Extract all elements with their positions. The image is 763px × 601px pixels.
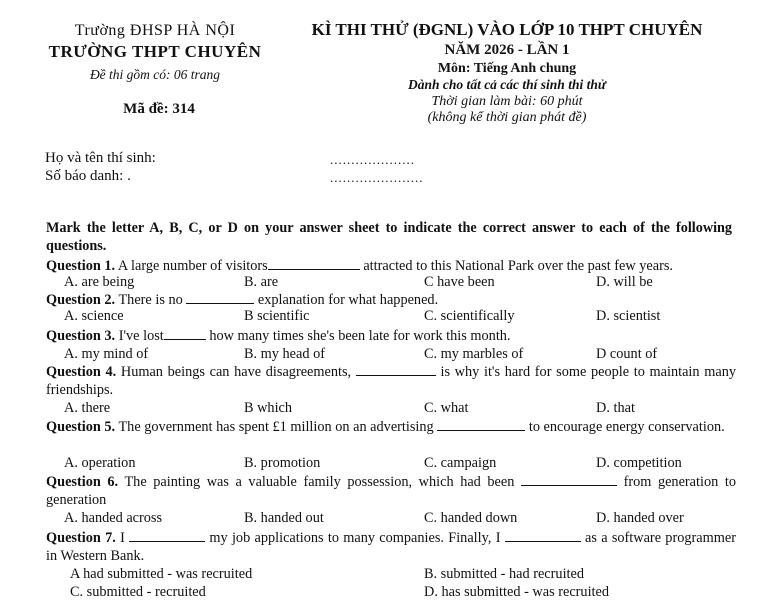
option-c: C. handed down [424, 510, 518, 526]
answer-blank [505, 529, 581, 542]
answer-blank [356, 363, 436, 376]
option-d: D. scientist [596, 308, 661, 324]
exam-time-note: (không kể thời gian phát đề) [427, 110, 587, 125]
option-a: A had submitted - was recruited [70, 566, 253, 582]
exam-year: NĂM 2026 - LẦN 1 [444, 42, 570, 58]
page-count: Đề thi gồm có: 06 trang [89, 67, 221, 82]
option-c: C have been [424, 274, 495, 290]
candidate-name-field[interactable]: .................... [330, 152, 415, 167]
option-d: D count of [596, 346, 658, 362]
question-3: Question 3. I've lost how many times she's been late for work this month. [46, 328, 511, 344]
question-1: Question 1. A large number of visitors attracted to this National Park over the past few years. [46, 258, 673, 274]
option-a: A. handed across [64, 510, 163, 526]
option-a: A. operation [64, 455, 136, 471]
option-a: A. there [64, 400, 111, 416]
school-header [40, 22, 270, 118]
option-d: D. has submitted - was recruited [424, 584, 610, 600]
option-c: C. submitted - recruited [70, 584, 206, 600]
answer-blank [164, 327, 206, 340]
question-7: Question 7. I my job applications to many companies. Finally, I as a software programmer in Western Bank. [46, 530, 736, 564]
option-a: A. my mind of [64, 346, 149, 362]
option-c: C. scientifically [424, 308, 515, 324]
question-5: Question 5. The government has spent £1 million on an advertising to encourage energy conservation. [46, 419, 725, 435]
option-d: D. will be [596, 274, 653, 290]
exam-header [272, 20, 742, 126]
option-d: D. competition [596, 455, 682, 471]
option-b: B. my head of [244, 346, 325, 362]
answer-blank [521, 473, 617, 486]
question-6: Question 6. The painting was a valuable family possession, which had been from generation to generation [46, 474, 736, 508]
exam-title: KÌ THI THỬ (ĐGNL) VÀO LỚP 10 THPT CHUYÊN [311, 20, 703, 39]
option-c: C. what [424, 400, 469, 416]
candidate-id-field[interactable]: ...................... [330, 170, 424, 185]
option-b: B. promotion [244, 455, 321, 471]
answer-blank [268, 257, 360, 270]
option-b: B. handed out [244, 510, 324, 526]
question-label: Question 2. [46, 292, 116, 308]
exam-time: Thời gian làm bài: 60 phút [431, 94, 583, 109]
answer-blank [129, 529, 205, 542]
question-label: Question 4. [46, 364, 117, 380]
question-2: Question 2. There is no explanation for what happened. [46, 292, 439, 308]
school-name: TRƯỜNG THPT CHUYÊN [48, 42, 262, 61]
question-4: Question 4. Human beings can have disagreements, is why it's hard for some people to maintain many friendships. [46, 364, 736, 398]
exam-audience: Dành cho tất cả các thí sinh thi thử [408, 77, 606, 92]
candidate-id-label: Số báo danh: . [45, 168, 131, 184]
option-d: D. that [596, 400, 635, 416]
option-c: C. campaign [424, 455, 497, 471]
option-c: C. my marbles of [424, 346, 524, 362]
option-b: B. are [244, 274, 279, 290]
question-label: Question 6. [46, 474, 119, 490]
option-b: B. submitted - had recruited [424, 566, 585, 582]
answer-blank [186, 291, 254, 304]
candidate-name-label: Họ và tên thí sinh: [45, 150, 156, 166]
question-label: Question 3. [46, 328, 116, 344]
exam-code: Mã đề: 314 [123, 101, 195, 117]
option-b: B scientific [244, 308, 310, 324]
option-a: A. science [64, 308, 124, 324]
answer-blank [437, 418, 525, 431]
instruction: Mark the letter A, B, C, or D on your answer sheet to indicate the correct answer to each of the following questions. [46, 220, 732, 254]
question-label: Question 7. [46, 530, 116, 546]
option-a: A. are being [64, 274, 135, 290]
option-b: B which [244, 400, 293, 416]
question-label: Question 5. [46, 419, 116, 435]
question-label: Question 1. [46, 258, 116, 274]
option-d: D. handed over [596, 510, 684, 526]
university-name: Trường ĐHSP HÀ NỘI [74, 22, 236, 39]
exam-subject: Môn: Tiếng Anh chung [437, 61, 577, 76]
